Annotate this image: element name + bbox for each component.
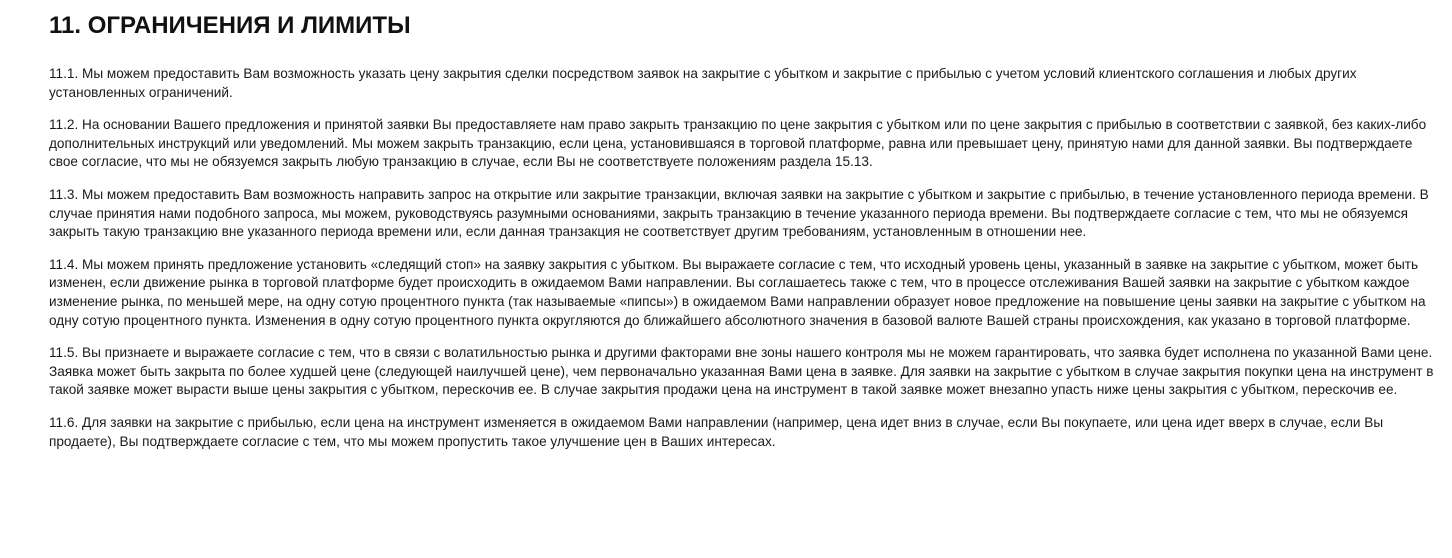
clause-11-3: 11.3. Мы можем предоставить Вам возможность направить запрос на открытие или закрытие транзакции, включая заявки на закрытие с убытком и закрытие с прибылью, в течение установленного периода времени. В случае принятия нами подобного запроса, мы можем, руководствуясь разумными основаниями, закрыть транзакцию в течение указанного периода времени. Вы подтверждаете согласие с тем, что мы не обязуемся закрыть такую транзакцию вне указанного периода времени или, если данная транзакция не соответствует другим требованиям, установленным в отношении нее. [49, 186, 1429, 240]
clause-11-6: 11.6. Для заявки на закрытие с прибылью, если цена на инструмент изменяется в ожидаемом Вами направлении (например, цена идет вниз в случае, если Вы покупаете, или цена идет вверх в случае, если Вы продаете), Вы подтверждаете согласие с тем, что мы можем пропустить такое улучшение цен в Ваших интересах. [49, 414, 1384, 449]
clause-11-5: 11.5. Вы признаете и выражаете согласие с тем, что в связи с волатильностью рынка и другими факторами вне зоны нашего контроля мы не можем гарантировать, что заявка будет исполнена по указанной Вами цене. Заявка может быть закрыта по более худшей цене (следующей наилучшей цене), чем первоначально указанная Вами цена в заявке. Для заявки на закрытие с убытком в случае закрытия покупки цена на инструмент в такой заявке может вырасти выше цены закрытия с убытком, перескочив ее. В случае закрытия продажи цена на инструмент в такой заявке может внезапно упасть ниже цены закрытия с убытком, перескочив ее. [49, 345, 1434, 398]
clause-11-2: 11.2. На основании Вашего предложения и принятой заявки Вы предоставляете нам право закрыть транзакцию по цене закрытия с убытком или по цене закрытия с прибылью в соответствии с заявкой, без каких-либо дополнительных инструкций или уведомлений. Мы можем закрыть транзакцию, если цена, установившаяся в торговой платформе, равна или превышает цену, принятую нами для данной заявки. Вы подтверждаете свое согласие, что мы не обязуемся закрыть любую транзакцию в случае, если Вы не соответствуете положениям раздела 15.13. [49, 117, 1427, 170]
clause-11-4: 11.4. Мы можем принять предложение установить «следящий стоп» на заявку закрытия с убытком. Вы выражаете согласие с тем, что исходный уровень цены, указанный в заявке на закрытие с убытком, может быть изменен, если движение рынка в торговой платформе будет происходить в ожидаемом Вами направлении. Вы соглашаетесь также с тем, что в процессе отслеживания Вашей заявки на закрытие с убытком каждое изменение рынка, по меньшей мере, на одну сотую процентного пункта (так называемые «пипсы») в ожидаемом Вами направлении образует новое предложение на повышение цены заявки на закрытие с убытком на одну сотую процентного пункта. Изменения в одну сотую процентного пункта округляются до ближайшего абсолютного значения в базовой валюте Вашей страны происхождения, как указано в торговой платформе. [49, 256, 1426, 328]
clause-11-1: 11.1. Мы можем предоставить Вам возможность указать цену закрытия сделки посредством заявок на закрытие с убытком и закрытие с прибылью с учетом условий клиентского соглашения и любых других установленных ограничений. [49, 66, 1357, 100]
section-heading: 11. ОГРАНИЧЕНИЯ И ЛИМИТЫ [49, 12, 411, 39]
document-body [49, 10, 1439, 465]
